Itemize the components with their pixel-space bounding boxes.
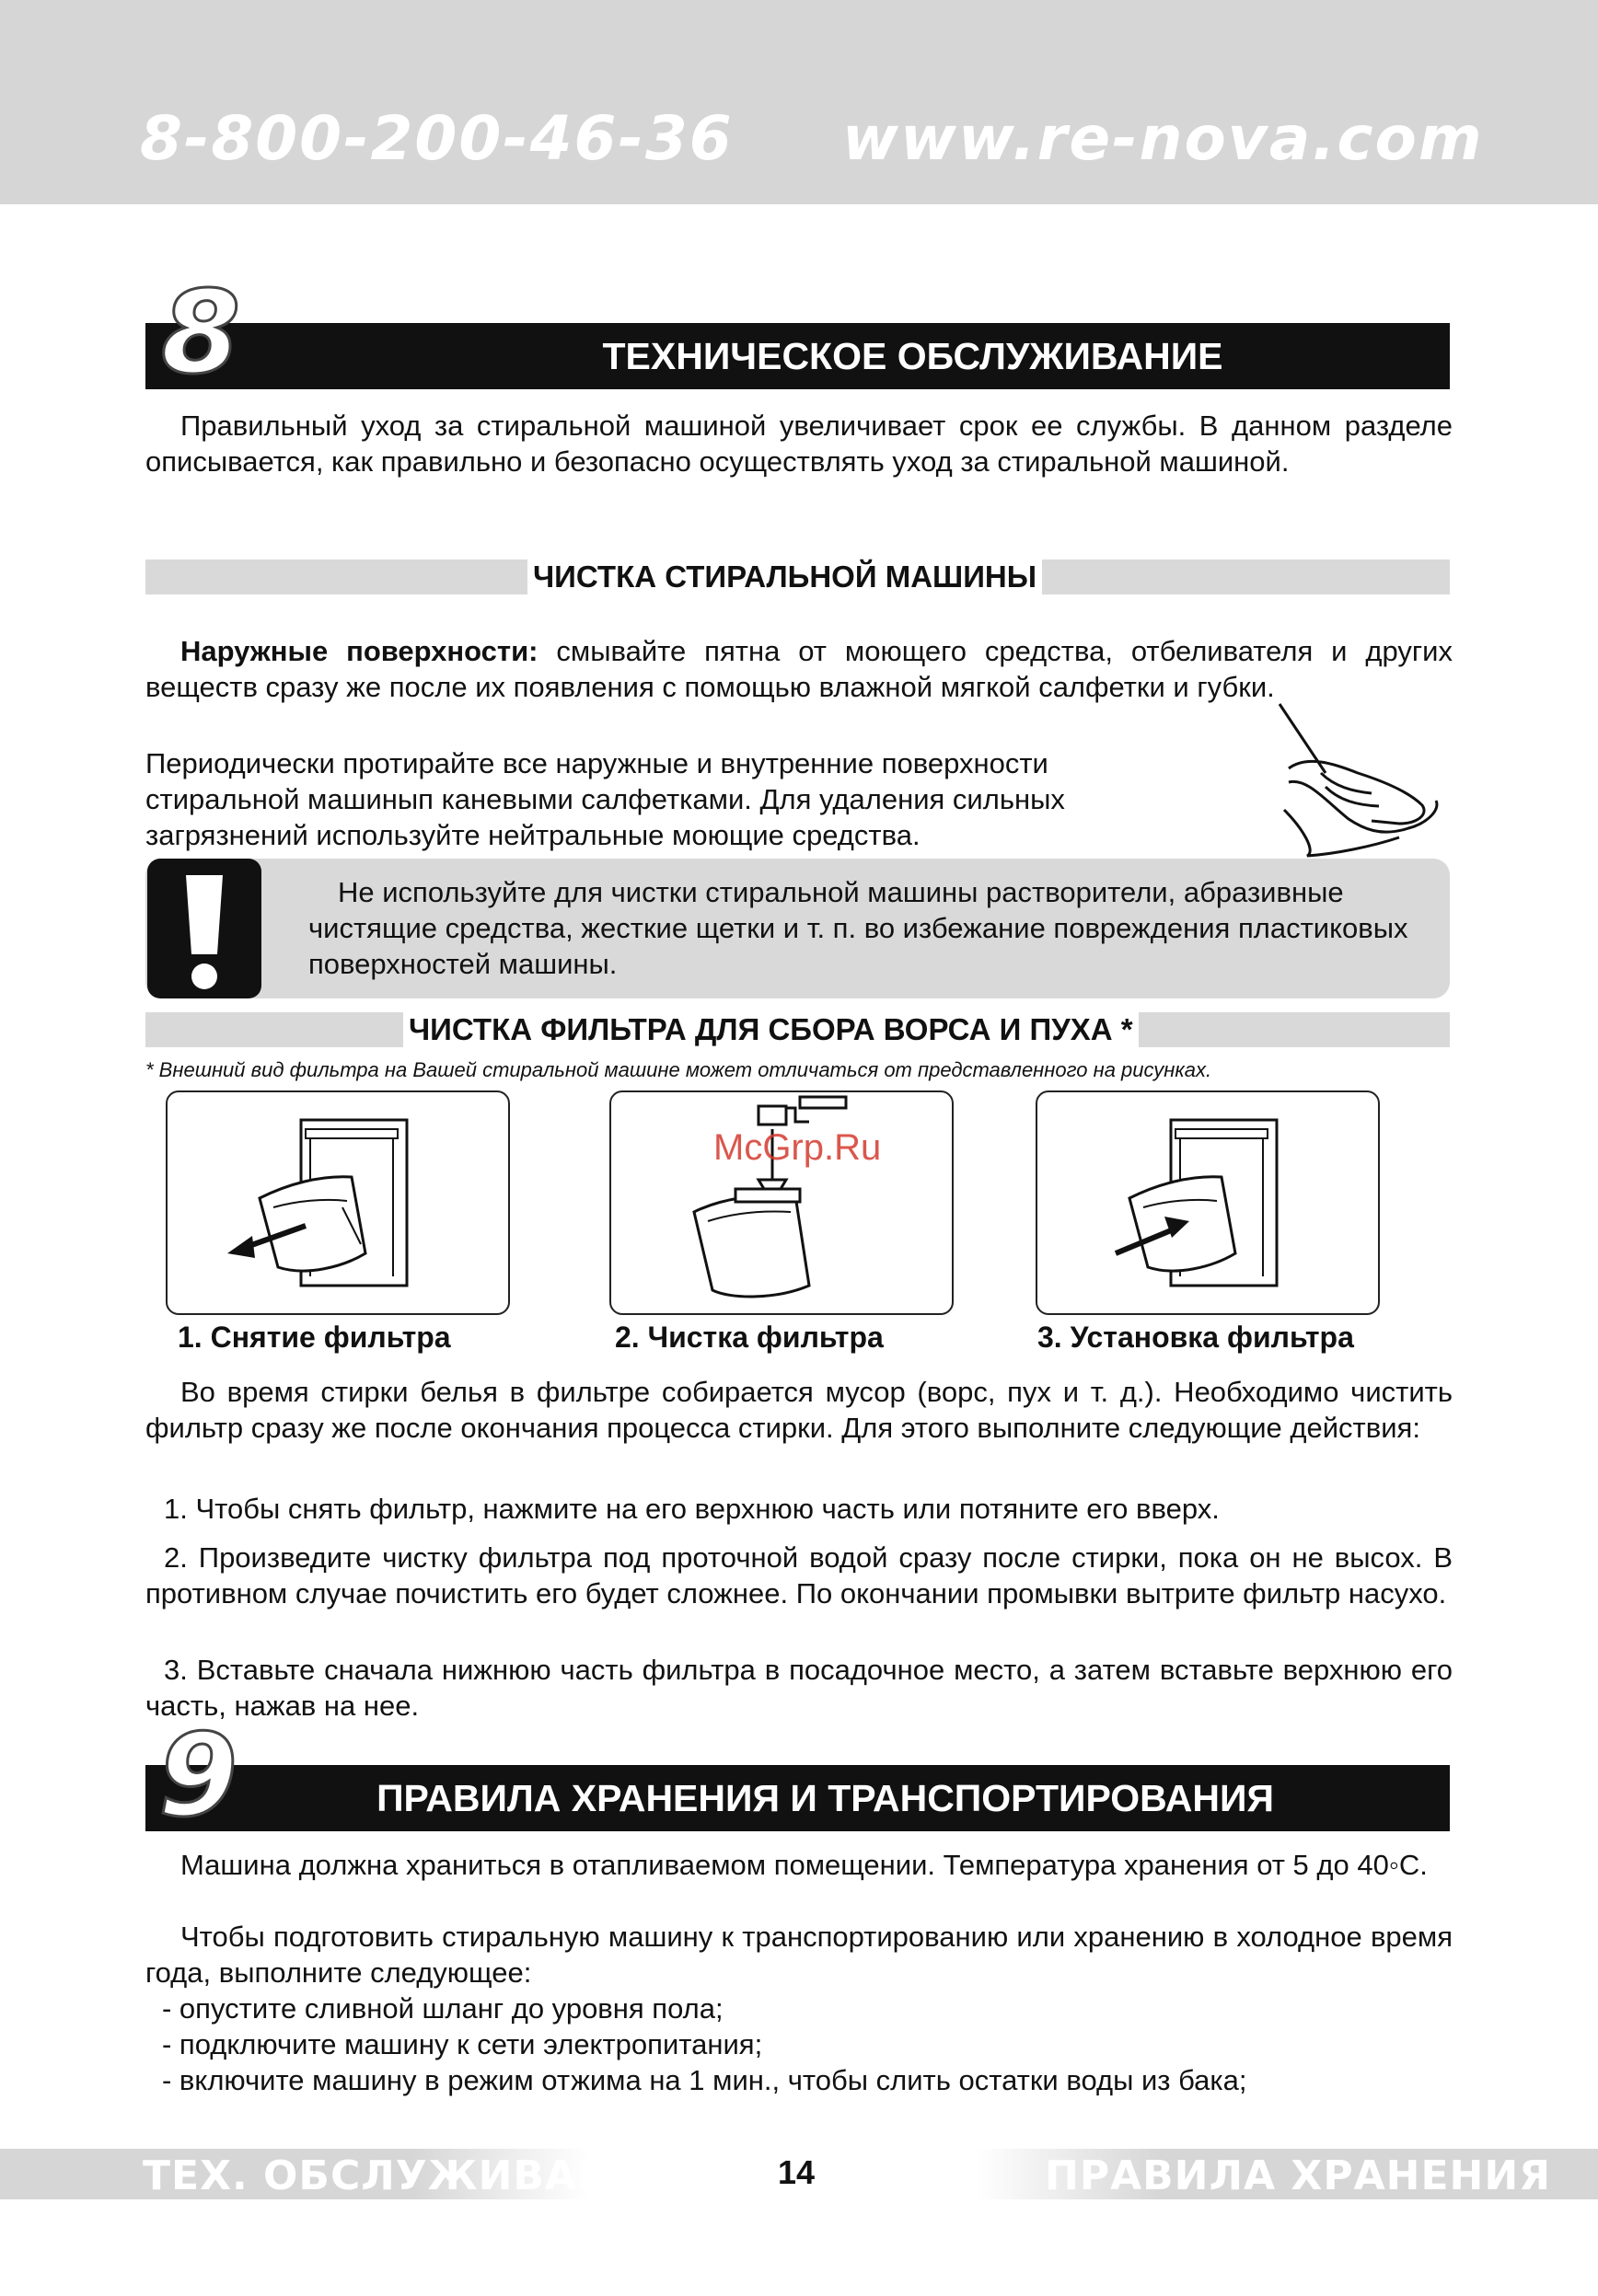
page-number: 14 [778, 2153, 816, 2191]
outer-surfaces-label: Наружные поверхности: [180, 635, 538, 667]
subsection-bar [145, 560, 1450, 594]
subsection-title: ЧИСТКА ФИЛЬТРА ДЛЯ СБОРА ВОРСА И ПУХА * [403, 1012, 1139, 1047]
section-title-bar [145, 1765, 1450, 1831]
filter-step-3: 3. Вставьте сначала нижнюю часть фильтра в посадочное место, а затем вставьте верхнюю его часть, нажав на нее. [145, 1654, 1453, 1722]
exclamation-icon [147, 859, 261, 998]
outer-surfaces-text: смывайте пятна от моющего средства, отбеливателя и других веществ сразу же после их появления с помощью влажной мягкой салфетки и губки. [145, 635, 1453, 703]
figure-remove-filter [166, 1090, 510, 1315]
list-item: - включите машину в режим отжима на 1 мин., чтобы слить остатки воды из бака; [162, 2064, 1247, 2096]
caption-step-2: 2. Чистка фильтра [615, 1321, 884, 1354]
footer-left-label: ТЕХ. ОБСЛУЖИВАНИЕ [143, 2152, 676, 2199]
filter-paragraph: Во время стирки белья в фильтре собирается мусор (ворс, пух и т. д.). Необходимо чистить фильтр сразу же после окончания процесса стирки. Для этого выполните следующие действия: [145, 1376, 1453, 1444]
filter-step-2: 2. Произведите чистку фильтра под проточной водой сразу после стирки, пока он не высох. В противном случае почистить его будет сложнее. По окончании промывки вытрите фильтр насухо. [145, 1541, 1453, 1610]
caption-step-1: 1. Снятие фильтра [178, 1321, 451, 1354]
figure-install-filter [1036, 1090, 1380, 1315]
figure-note: * Внешний вид фильтра на Вашей стиральной машине может отличаться от представленного на рисунках. [145, 1058, 1212, 1081]
transport-paragraph: Чтобы подготовить стиральную машину к транспортированию или хранению в холодное время года, выполните следующее: [145, 1921, 1453, 1989]
list-item: - подключите машину к сети электропитания; [162, 2028, 763, 2060]
filter-step-1: 1. Чтобы снять фильтр, нажмите на его верхнюю часть или потяните его вверх. [164, 1493, 1220, 1525]
subsection-bar [145, 1012, 1450, 1047]
footer-right-label: ПРАВИЛА ХРАНЕНИЯ [1045, 2152, 1552, 2199]
hand-wiping-icon [1270, 699, 1445, 865]
intro-paragraph: Правильный уход за стиральной машиной увеличивает срок ее службы. В данном разделе описывается, как правильно и безопасно осуществлять уход за стиральной машиной. [145, 410, 1453, 478]
caption-step-3: 3. Установка фильтра [1037, 1321, 1354, 1354]
watermark: McGrp.Ru [713, 1127, 882, 1168]
list-item: - опустите сливной шланг до уровня пола; [162, 1992, 724, 2025]
periodic-paragraph: Периодически протирайте все наружные и внутренние поверхности стиральной машинып каневыми салфетками. Для удаления сильных загрязнений используйте нейтральные моющие средства. [145, 747, 1065, 851]
subsection-title: ЧИСТКА СТИРАЛЬНОЙ МАШИНЫ [527, 560, 1042, 594]
storage-paragraph: Машина должна храниться в отапливаемом помещении. Температура хранения от 5 до 40◦С. [180, 1849, 1428, 1881]
section-number: 8 [161, 267, 241, 399]
website-url: www.re-nova.com [842, 103, 1484, 174]
outer-surfaces-paragraph [145, 633, 1453, 705]
section-title: ТЕХНИЧЕСКОЕ ОБСЛУЖИВАНИЕ [602, 335, 1223, 377]
figure-clean-filter [609, 1090, 954, 1315]
section-number: 9 [158, 1710, 238, 1842]
phone-number: 8-800-200-46-36 [140, 103, 734, 174]
section-title-bar [145, 323, 1450, 389]
section-title: ПРАВИЛА ХРАНЕНИЯ И ТРАНСПОРТИРОВАНИЯ [376, 1777, 1274, 1819]
warning-text: Не используйте для чистки стиральной машины растворители, абразивные чистящие средства, жесткие щетки и т. п. во избежание повреждения пластиковых поверхностей машины. [308, 876, 1408, 980]
